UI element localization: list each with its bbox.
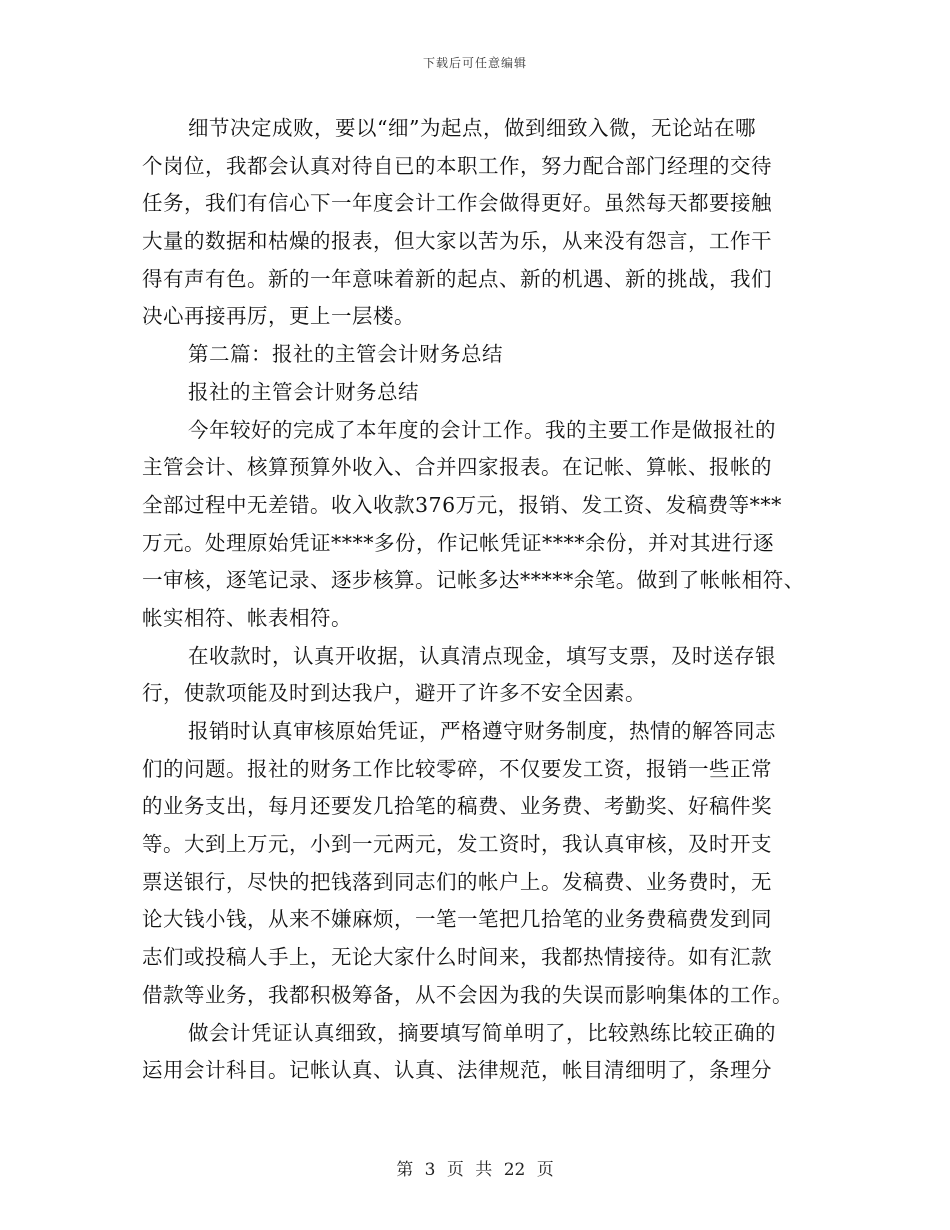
text-line: 在收款时，认真开收据，认真清点现金，填写支票，及时送存银 — [188, 643, 776, 668]
text-line: 一审核，逐笔记录、逐步核算。记帐多达*****余笔。做到了帐帐相符、 — [142, 568, 805, 593]
text-line: 细节决定成败，要以“细”为起点，做到细致入微，无论站在哪 — [188, 116, 756, 140]
text-line: 做会计凭证认真细致，摘要填写简单明了，比较熟练比较正确的 — [188, 1020, 776, 1045]
text-line: 的业务支出，每月还要发几拾笔的稿费、业务费、考勤奖、好稿件奖 — [142, 794, 772, 819]
text-line: 得有声有色。新的一年意味着新的起点、新的机遇、新的挑战，我们 — [142, 266, 772, 291]
text-line: 论大钱小钱，从来不嫌麻烦，一笔一笔把几拾笔的业务费稿费发到同 — [142, 907, 772, 932]
text-line: 报销时认真审核原始凭证，严格遵守财务制度，热情的解答同志 — [188, 719, 776, 743]
text-line: 个岗位，我都会认真对待自已的本职工作，努力配合部门经理的交待 — [142, 153, 772, 178]
page-header: 下载后可任意编辑 — [422, 56, 527, 70]
document-body — [142, 110, 805, 1090]
text-line: 行，使款项能及时到达我户，避开了许多不安全因素。 — [142, 681, 646, 706]
text-line: 决心再接再厉，更上一层楼。 — [142, 304, 415, 329]
text-line: 借款等业务，我都积极筹备，从不会因为我的失误而影响集体的工作。 — [142, 982, 793, 1007]
text-line: 们的问题。报社的财务工作比较零碎，不仅要发工资，报销一些正常 — [142, 756, 772, 781]
text-line: 帐实相符、帐表相符。 — [142, 605, 352, 630]
text-line: 任务，我们有信心下一年度会计工作会做得更好。虽然每天都要接触 — [142, 191, 772, 216]
text-line: 第二篇：报社的主管会计财务总结 — [188, 342, 503, 367]
text-line: 票送银行，尽快的把钱落到同志们的帐户上。发稿费、业务费时，无 — [142, 869, 772, 894]
text-line: 报社的主管会计财务总结 — [188, 379, 419, 404]
text-line: 大量的数据和枯燥的报表，但大家以苦为乐，从来没有怨言，工作干 — [142, 229, 772, 254]
page-footer: 第 3 页 共 22 页 — [396, 1160, 554, 1180]
text-line: 今年较好的完成了本年度的会计工作。我的主要工作是做报社的 — [188, 417, 776, 442]
text-line: 万元。处理原始凭证****多份，作记帐凭证****余份，并对其进行逐 — [142, 530, 774, 555]
text-line: 运用会计科目。记帐认真、认真、法律规范，帐目清细明了，条理分 — [142, 1058, 772, 1083]
text-line: 等。大到上万元，小到一元两元，发工资时，我认真审核，及时开支 — [142, 832, 772, 857]
text-line: 全部过程中无差错。收入收款376万元，报销、发工资、发稿费等*** — [142, 492, 782, 517]
text-line: 志们或投稿人手上，无论大家什么时间来，我都热情接待。如有汇款 — [142, 945, 772, 970]
text-line: 主管会计、核算预算外收入、合并四家报表。在记帐、算帐、报帐的 — [142, 455, 772, 480]
